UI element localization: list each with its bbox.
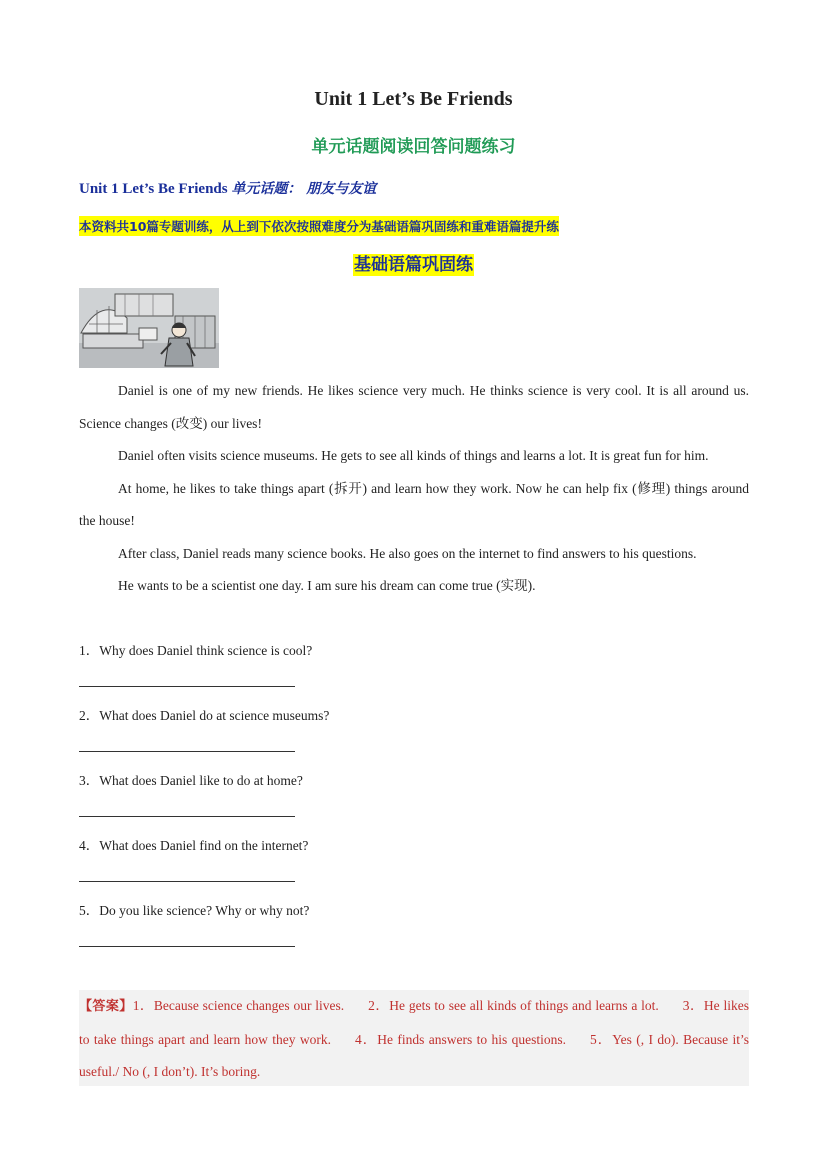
passage-paragraph: After class, Daniel reads many science books. He also goes on the internet to find answers to his questions. <box>118 545 697 561</box>
intro-note: 本资料共10篇专题训练，从上到下依次按照难度分为基础语篇巩固练和重难语篇提升练 <box>79 216 559 236</box>
document-title: Unit 1 Let’s Be Friends <box>314 88 513 110</box>
answer-4: 4．He finds answers to his questions. <box>355 1031 567 1047</box>
answer-blank-3[interactable] <box>79 816 295 817</box>
section-heading-text: 基础语篇巩固练 <box>354 255 473 275</box>
answer-blank-2[interactable] <box>79 751 295 752</box>
passage-paragraph: Daniel often visits science museums. He gets to see all kinds of things and learns a lot. It is great fun for him. <box>118 448 709 463</box>
unit-topic-line <box>79 178 376 198</box>
question-1: 1．Why does Daniel think science is cool? <box>79 643 313 658</box>
question-5: 5．Do you like science? Why or why not? <box>79 903 310 918</box>
document-subtitle: 单元话题阅读回答问题练习 <box>311 137 516 157</box>
question-2: 2．What does Daniel do at science museums? <box>79 708 330 723</box>
answer-3: 3．He likes to take things apart and learn how they work. <box>79 998 749 1047</box>
question-3: 3．What does Daniel like to do at home? <box>79 773 303 788</box>
section-heading <box>0 250 827 275</box>
passage-paragraph: He wants to be a scientist one day. I am sure his dream can come true (实现). <box>118 578 536 593</box>
boy-with-science-museum-illustration <box>79 288 219 368</box>
passage-paragraph: At home, he likes to take things apart (拆开) and learn how they work. Now he can help fix (修理) things around the house! <box>79 480 749 528</box>
unit-topic: 单元话题： 朋友与友谊 <box>231 181 377 197</box>
answer-1: 1．Because science changes our lives. <box>132 998 345 1013</box>
passage-paragraph: Daniel is one of my new friends. He likes science very much. He thinks science is very cool. It is all around us. Science changes (改变) our lives! <box>79 383 749 431</box>
answer-key-text <box>79 990 749 1089</box>
answer-5: 5．Yes (, I do). Because it’s useful./ No (, I don’t). It’s boring. <box>79 1031 749 1079</box>
answer-blank-1[interactable] <box>79 686 295 687</box>
answer-key-box <box>79 990 749 1086</box>
answer-2: 2．He gets to see all kinds of things and learns a lot. <box>368 998 659 1013</box>
reading-passage <box>79 375 749 603</box>
answer-blank-4[interactable] <box>79 881 295 882</box>
unit-name: Unit 1 Let’s Be Friends <box>79 181 232 197</box>
answer-blank-5[interactable] <box>79 946 295 947</box>
answer-tag: 【答案】 <box>79 999 133 1014</box>
question-4: 4．What does Daniel find on the internet? <box>79 838 309 853</box>
